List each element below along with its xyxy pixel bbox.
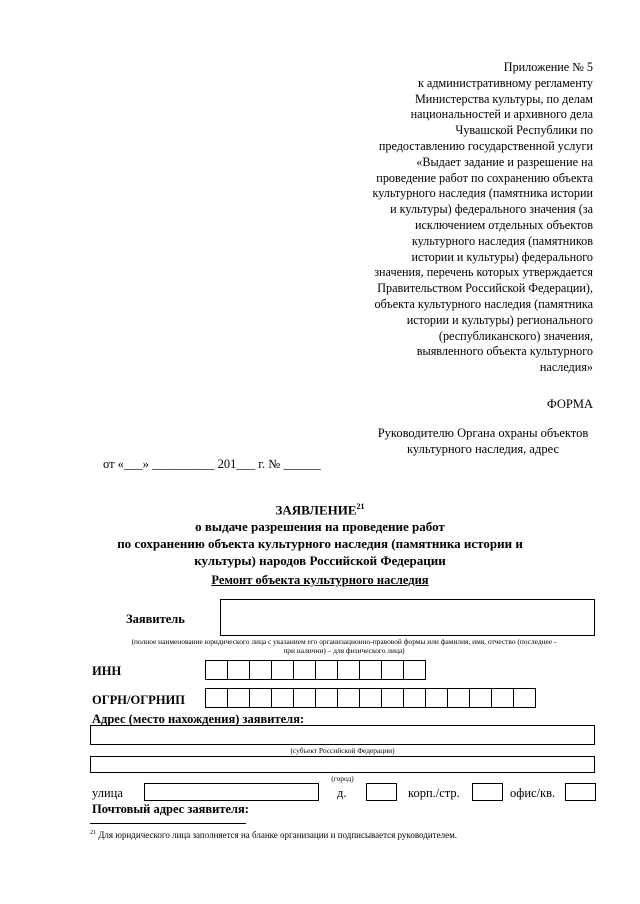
appendix-line: выявленного объекта культурного — [416, 344, 593, 359]
inn-digit-cell[interactable] — [293, 660, 316, 680]
house-field[interactable] — [366, 783, 397, 801]
appendix-line: Министерства культуры, по делам — [414, 91, 593, 106]
ogrn-digit-cell[interactable] — [249, 688, 272, 708]
appendix-line: Правительством Российской Федерации), — [377, 281, 593, 296]
appendix-line: значения, перечень которых утверждается — [374, 265, 593, 280]
office-label: офис/кв. — [510, 786, 556, 800]
title-heading: ЗАЯВЛЕНИЕ$^{21}$ — [275, 502, 365, 518]
appendix-line: исключением отдельных объектов — [414, 217, 593, 232]
applicant-label: Заявитель — [126, 612, 185, 626]
city-hint: (город) — [331, 774, 354, 783]
address-label: Адрес (место нахождения) заявителя: — [92, 712, 305, 726]
work-type-subtitle: Ремонт объекта культурного наследия — [211, 573, 429, 587]
street-field[interactable] — [144, 783, 319, 801]
ogrn-label: ОГРН/ОГРНИП — [92, 693, 185, 707]
appendix-line: национальностей и архивного дела — [410, 107, 593, 122]
inn-cells[interactable] — [205, 660, 426, 680]
ogrn-digit-cell[interactable] — [205, 688, 228, 708]
inn-digit-cell[interactable] — [315, 660, 338, 680]
appendix-line: и культуры) федерального значения (за — [390, 202, 593, 217]
postal-address-label: Почтовый адрес заявителя: — [92, 802, 249, 816]
applicant-hint: (полное наименование юридического лица с указанием его организационно-правовой формы или фамилия, имя, отчество (последнее - при наличии) – для физического лица) — [131, 637, 557, 655]
building-label: корп./стр. — [408, 786, 460, 800]
appendix-line: истории и культуры) федерального — [411, 249, 593, 264]
ogrn-digit-cell[interactable] — [469, 688, 492, 708]
ogrn-digit-cell[interactable] — [359, 688, 382, 708]
appendix-line: наследия» — [539, 360, 593, 375]
inn-digit-cell[interactable] — [271, 660, 294, 680]
appendix-line: Приложение № 5 — [503, 60, 593, 74]
appendix-header — [323, 60, 593, 376]
inn-digit-cell[interactable] — [359, 660, 382, 680]
subject-hint: (субъект Российской Федерации) — [290, 746, 395, 755]
appendix-line: объекта культурного наследия (памятника — [374, 296, 593, 311]
inn-digit-cell[interactable] — [337, 660, 360, 680]
inn-digit-cell[interactable] — [403, 660, 426, 680]
subject-field[interactable] — [90, 725, 595, 745]
title-line-2: о выдаче разрешения на проведение работ — [195, 519, 445, 535]
ogrn-cells[interactable] — [205, 688, 536, 708]
title-footnote-mark: 21 — [356, 502, 365, 511]
ogrn-digit-cell[interactable] — [337, 688, 360, 708]
inn-digit-cell[interactable] — [381, 660, 404, 680]
ogrn-digit-cell[interactable] — [447, 688, 470, 708]
ogrn-digit-cell[interactable] — [403, 688, 426, 708]
appendix-line: «Выдает задание и разрешение на — [416, 154, 593, 169]
inn-digit-cell[interactable] — [249, 660, 272, 680]
addressee — [368, 425, 598, 457]
appendix-line: к административному регламенту — [417, 75, 593, 90]
title-line-4: культуры) народов Российской Федерации — [194, 553, 446, 569]
city-field[interactable] — [90, 756, 595, 773]
house-label: д. — [337, 786, 347, 800]
appendix-line: (республиканского) значения, — [438, 328, 593, 343]
footnote-separator — [90, 823, 246, 824]
date-number-line[interactable]: от «___» __________ 201___ г. № ______ — [103, 457, 321, 471]
document-title — [0, 498, 640, 569]
inn-digit-cell[interactable] — [205, 660, 228, 680]
footnote-mark: 21 — [90, 830, 96, 836]
ogrn-digit-cell[interactable] — [271, 688, 294, 708]
appendix-line: предоставлению государственной услуги — [378, 138, 593, 153]
ogrn-digit-cell[interactable] — [425, 688, 448, 708]
addressee-line-2: культурного наследия, адрес — [406, 442, 559, 456]
ogrn-digit-cell[interactable] — [315, 688, 338, 708]
applicant-name-field[interactable] — [220, 599, 595, 636]
appendix-line: Чувашской Республики по — [455, 123, 593, 138]
appendix-line: проведение работ по сохранению объекта — [376, 170, 593, 185]
ogrn-digit-cell[interactable] — [491, 688, 514, 708]
office-field[interactable] — [565, 783, 596, 801]
addressee-line-1: Руководителю Органа охраны объектов — [377, 426, 589, 440]
building-field[interactable] — [472, 783, 503, 801]
ogrn-digit-cell[interactable] — [381, 688, 404, 708]
inn-label: ИНН — [92, 664, 122, 678]
title-line-3: по сохранению объекта культурного наследия (памятника истории и — [117, 536, 523, 552]
appendix-line: истории и культуры) регионального — [406, 312, 593, 327]
footnote: $^{21}$ Для юридического лица заполняется на бланке организации и подписывается руководителем. — [90, 830, 458, 840]
ogrn-digit-cell[interactable] — [513, 688, 536, 708]
inn-digit-cell[interactable] — [227, 660, 250, 680]
appendix-line: культурного наследия (памятников — [411, 233, 593, 248]
appendix-line: культурного наследия (памятника истории — [372, 186, 593, 201]
ogrn-digit-cell[interactable] — [293, 688, 316, 708]
form-label: ФОРМА — [546, 397, 593, 411]
street-label: улица — [92, 786, 123, 800]
ogrn-digit-cell[interactable] — [227, 688, 250, 708]
